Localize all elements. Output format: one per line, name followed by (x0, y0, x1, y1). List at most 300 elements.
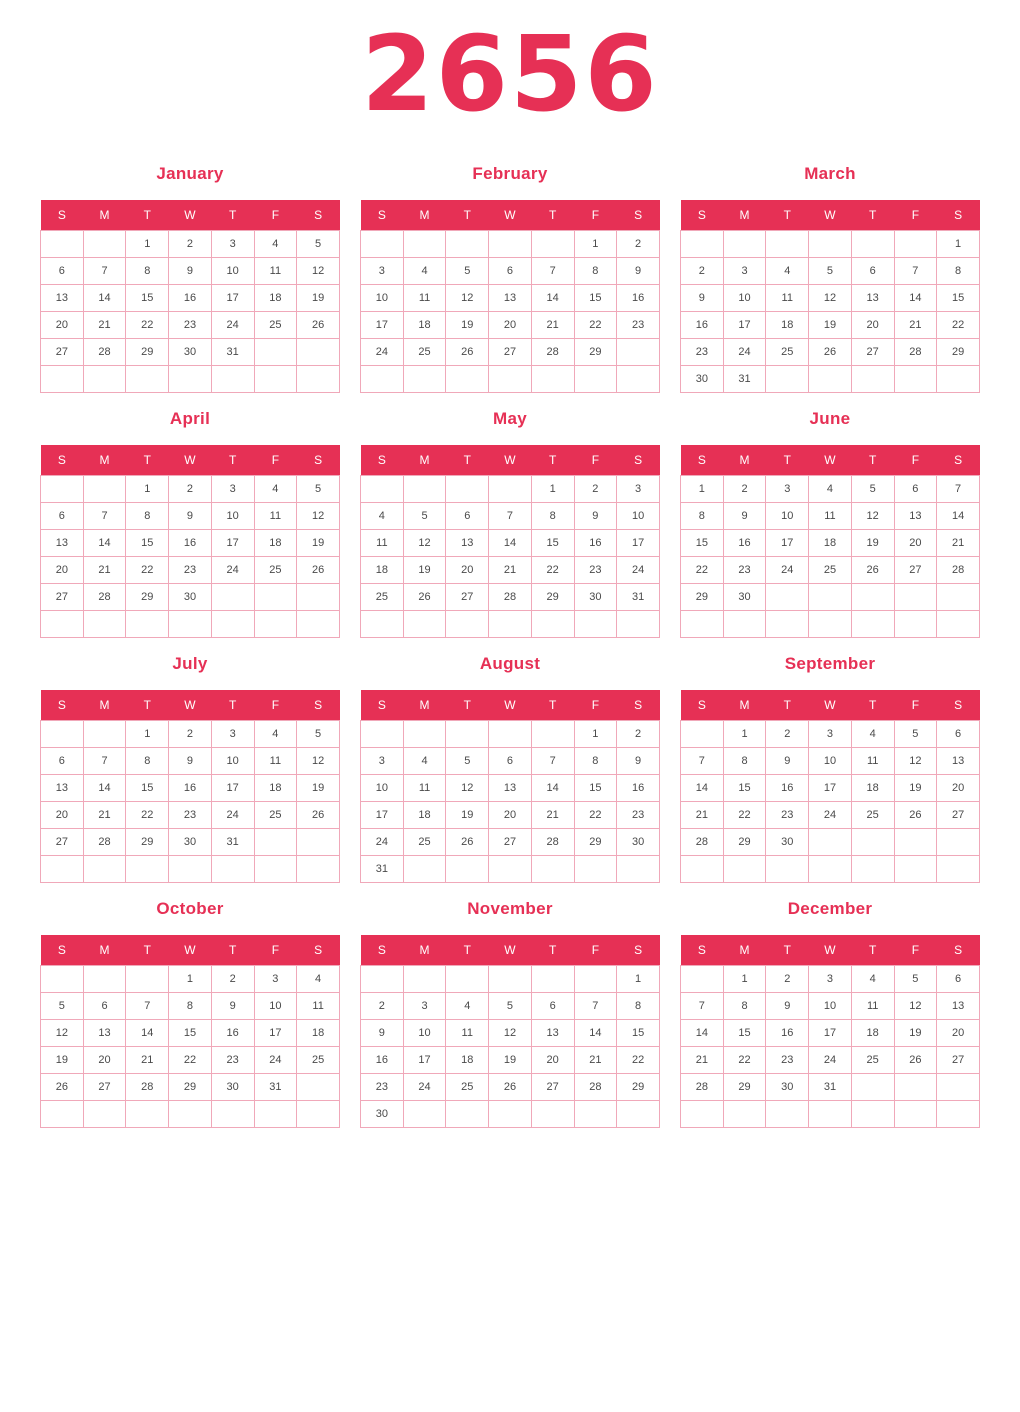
day-cell[interactable]: 19 (297, 775, 340, 802)
day-cell[interactable]: 2 (766, 721, 809, 748)
day-cell[interactable]: 20 (446, 557, 489, 584)
day-cell[interactable]: 15 (126, 775, 169, 802)
day-cell[interactable]: 19 (297, 285, 340, 312)
day-cell[interactable]: 30 (766, 829, 809, 856)
day-cell[interactable]: 23 (766, 802, 809, 829)
day-cell[interactable]: 2 (169, 721, 212, 748)
day-cell[interactable]: 30 (211, 1074, 254, 1101)
day-cell[interactable]: 9 (211, 993, 254, 1020)
day-cell[interactable]: 5 (851, 476, 894, 503)
day-cell[interactable]: 20 (41, 557, 84, 584)
day-cell[interactable]: 14 (126, 1020, 169, 1047)
day-cell[interactable]: 14 (681, 775, 724, 802)
day-cell[interactable]: 21 (489, 557, 532, 584)
day-cell[interactable]: 12 (894, 993, 937, 1020)
day-cell[interactable]: 10 (211, 503, 254, 530)
day-cell[interactable]: 6 (531, 993, 574, 1020)
day-cell[interactable]: 5 (809, 258, 852, 285)
day-cell[interactable]: 31 (254, 1074, 297, 1101)
day-cell[interactable]: 26 (403, 584, 446, 611)
day-cell[interactable]: 20 (531, 1047, 574, 1074)
day-cell[interactable]: 24 (809, 802, 852, 829)
day-cell[interactable]: 23 (617, 312, 660, 339)
day-cell[interactable]: 13 (894, 503, 937, 530)
day-cell[interactable]: 2 (169, 231, 212, 258)
day-cell[interactable]: 27 (851, 339, 894, 366)
day-cell[interactable]: 5 (446, 258, 489, 285)
day-cell[interactable]: 23 (681, 339, 724, 366)
day-cell[interactable]: 5 (41, 993, 84, 1020)
day-cell[interactable]: 16 (766, 775, 809, 802)
day-cell[interactable]: 11 (403, 775, 446, 802)
day-cell[interactable]: 8 (126, 503, 169, 530)
day-cell[interactable]: 26 (489, 1074, 532, 1101)
day-cell[interactable]: 15 (531, 530, 574, 557)
day-cell[interactable]: 3 (723, 258, 766, 285)
day-cell[interactable]: 21 (681, 1047, 724, 1074)
day-cell[interactable]: 18 (766, 312, 809, 339)
day-cell[interactable]: 8 (681, 503, 724, 530)
day-cell[interactable]: 1 (574, 231, 617, 258)
day-cell[interactable]: 9 (169, 748, 212, 775)
day-cell[interactable]: 15 (574, 775, 617, 802)
day-cell[interactable]: 18 (403, 802, 446, 829)
day-cell[interactable]: 12 (403, 530, 446, 557)
day-cell[interactable]: 29 (723, 1074, 766, 1101)
day-cell[interactable]: 22 (531, 557, 574, 584)
day-cell[interactable]: 3 (211, 476, 254, 503)
day-cell[interactable]: 14 (83, 285, 126, 312)
day-cell[interactable]: 2 (681, 258, 724, 285)
day-cell[interactable]: 28 (681, 829, 724, 856)
day-cell[interactable]: 9 (361, 1020, 404, 1047)
day-cell[interactable]: 6 (894, 476, 937, 503)
day-cell[interactable]: 5 (297, 231, 340, 258)
day-cell[interactable]: 22 (126, 557, 169, 584)
day-cell[interactable]: 7 (83, 258, 126, 285)
day-cell[interactable]: 7 (489, 503, 532, 530)
day-cell[interactable]: 13 (41, 285, 84, 312)
day-cell[interactable]: 9 (723, 503, 766, 530)
day-cell[interactable]: 26 (446, 829, 489, 856)
day-cell[interactable]: 30 (169, 829, 212, 856)
day-cell[interactable]: 8 (723, 993, 766, 1020)
day-cell[interactable]: 17 (361, 802, 404, 829)
day-cell[interactable]: 17 (809, 1020, 852, 1047)
day-cell[interactable]: 30 (617, 829, 660, 856)
day-cell[interactable]: 28 (531, 339, 574, 366)
day-cell[interactable]: 30 (681, 366, 724, 393)
day-cell[interactable]: 27 (489, 829, 532, 856)
day-cell[interactable]: 3 (809, 966, 852, 993)
day-cell[interactable]: 24 (723, 339, 766, 366)
day-cell[interactable]: 29 (681, 584, 724, 611)
day-cell[interactable]: 20 (937, 1020, 980, 1047)
day-cell[interactable]: 6 (489, 258, 532, 285)
day-cell[interactable]: 24 (254, 1047, 297, 1074)
day-cell[interactable]: 5 (894, 966, 937, 993)
day-cell[interactable]: 29 (126, 829, 169, 856)
day-cell[interactable]: 9 (766, 748, 809, 775)
day-cell[interactable]: 21 (681, 802, 724, 829)
day-cell[interactable]: 21 (83, 557, 126, 584)
day-cell[interactable]: 29 (617, 1074, 660, 1101)
day-cell[interactable]: 28 (489, 584, 532, 611)
day-cell[interactable]: 15 (723, 775, 766, 802)
day-cell[interactable]: 12 (809, 285, 852, 312)
day-cell[interactable]: 13 (937, 748, 980, 775)
day-cell[interactable]: 7 (574, 993, 617, 1020)
day-cell[interactable]: 17 (403, 1047, 446, 1074)
day-cell[interactable]: 26 (446, 339, 489, 366)
day-cell[interactable]: 11 (851, 748, 894, 775)
day-cell[interactable]: 22 (169, 1047, 212, 1074)
day-cell[interactable]: 27 (531, 1074, 574, 1101)
day-cell[interactable]: 4 (851, 721, 894, 748)
day-cell[interactable]: 26 (894, 1047, 937, 1074)
day-cell[interactable]: 15 (723, 1020, 766, 1047)
day-cell[interactable]: 14 (83, 775, 126, 802)
day-cell[interactable]: 22 (126, 802, 169, 829)
day-cell[interactable]: 30 (766, 1074, 809, 1101)
day-cell[interactable]: 4 (297, 966, 340, 993)
day-cell[interactable]: 19 (894, 775, 937, 802)
day-cell[interactable]: 18 (254, 775, 297, 802)
day-cell[interactable]: 16 (169, 530, 212, 557)
day-cell[interactable]: 6 (41, 258, 84, 285)
day-cell[interactable]: 28 (126, 1074, 169, 1101)
day-cell[interactable]: 24 (617, 557, 660, 584)
day-cell[interactable]: 21 (894, 312, 937, 339)
day-cell[interactable]: 23 (169, 557, 212, 584)
day-cell[interactable]: 7 (894, 258, 937, 285)
day-cell[interactable]: 25 (254, 802, 297, 829)
day-cell[interactable]: 9 (681, 285, 724, 312)
day-cell[interactable]: 27 (937, 1047, 980, 1074)
day-cell[interactable]: 4 (254, 721, 297, 748)
day-cell[interactable]: 13 (489, 775, 532, 802)
day-cell[interactable]: 23 (361, 1074, 404, 1101)
day-cell[interactable]: 17 (766, 530, 809, 557)
day-cell[interactable]: 21 (531, 802, 574, 829)
day-cell[interactable]: 26 (809, 339, 852, 366)
day-cell[interactable]: 4 (254, 476, 297, 503)
day-cell[interactable]: 27 (83, 1074, 126, 1101)
day-cell[interactable]: 22 (574, 802, 617, 829)
day-cell[interactable]: 2 (617, 721, 660, 748)
day-cell[interactable]: 28 (937, 557, 980, 584)
day-cell[interactable]: 1 (531, 476, 574, 503)
day-cell[interactable]: 3 (809, 721, 852, 748)
day-cell[interactable]: 24 (766, 557, 809, 584)
day-cell[interactable]: 16 (617, 285, 660, 312)
day-cell[interactable]: 13 (531, 1020, 574, 1047)
day-cell[interactable]: 28 (83, 584, 126, 611)
day-cell[interactable]: 18 (851, 775, 894, 802)
day-cell[interactable]: 5 (489, 993, 532, 1020)
day-cell[interactable]: 1 (681, 476, 724, 503)
day-cell[interactable]: 26 (894, 802, 937, 829)
day-cell[interactable]: 16 (169, 285, 212, 312)
day-cell[interactable]: 18 (446, 1047, 489, 1074)
day-cell[interactable]: 11 (254, 258, 297, 285)
day-cell[interactable]: 20 (851, 312, 894, 339)
day-cell[interactable]: 23 (169, 312, 212, 339)
day-cell[interactable]: 20 (489, 802, 532, 829)
day-cell[interactable]: 29 (169, 1074, 212, 1101)
day-cell[interactable]: 14 (894, 285, 937, 312)
day-cell[interactable]: 10 (766, 503, 809, 530)
day-cell[interactable]: 15 (681, 530, 724, 557)
day-cell[interactable]: 4 (766, 258, 809, 285)
day-cell[interactable]: 7 (681, 748, 724, 775)
day-cell[interactable]: 12 (297, 503, 340, 530)
day-cell[interactable]: 7 (83, 748, 126, 775)
day-cell[interactable]: 14 (531, 285, 574, 312)
day-cell[interactable]: 23 (574, 557, 617, 584)
day-cell[interactable]: 6 (851, 258, 894, 285)
day-cell[interactable]: 12 (41, 1020, 84, 1047)
day-cell[interactable]: 18 (809, 530, 852, 557)
day-cell[interactable]: 21 (126, 1047, 169, 1074)
day-cell[interactable]: 10 (809, 748, 852, 775)
day-cell[interactable]: 2 (574, 476, 617, 503)
day-cell[interactable]: 29 (937, 339, 980, 366)
day-cell[interactable]: 15 (126, 285, 169, 312)
day-cell[interactable]: 1 (126, 476, 169, 503)
day-cell[interactable]: 1 (574, 721, 617, 748)
day-cell[interactable]: 3 (211, 721, 254, 748)
day-cell[interactable]: 16 (766, 1020, 809, 1047)
day-cell[interactable]: 8 (126, 748, 169, 775)
day-cell[interactable]: 15 (937, 285, 980, 312)
day-cell[interactable]: 27 (41, 829, 84, 856)
day-cell[interactable]: 10 (211, 748, 254, 775)
day-cell[interactable]: 6 (83, 993, 126, 1020)
day-cell[interactable]: 4 (851, 966, 894, 993)
day-cell[interactable]: 28 (83, 339, 126, 366)
day-cell[interactable]: 16 (574, 530, 617, 557)
day-cell[interactable]: 2 (361, 993, 404, 1020)
day-cell[interactable]: 14 (681, 1020, 724, 1047)
day-cell[interactable]: 29 (126, 584, 169, 611)
day-cell[interactable]: 17 (809, 775, 852, 802)
day-cell[interactable]: 25 (403, 829, 446, 856)
day-cell[interactable]: 31 (211, 829, 254, 856)
day-cell[interactable]: 24 (361, 829, 404, 856)
day-cell[interactable]: 10 (254, 993, 297, 1020)
day-cell[interactable]: 10 (723, 285, 766, 312)
day-cell[interactable]: 13 (83, 1020, 126, 1047)
day-cell[interactable]: 19 (41, 1047, 84, 1074)
day-cell[interactable]: 30 (169, 584, 212, 611)
day-cell[interactable]: 3 (403, 993, 446, 1020)
day-cell[interactable]: 11 (403, 285, 446, 312)
day-cell[interactable]: 4 (446, 993, 489, 1020)
day-cell[interactable]: 5 (297, 721, 340, 748)
day-cell[interactable]: 28 (83, 829, 126, 856)
day-cell[interactable]: 15 (169, 1020, 212, 1047)
day-cell[interactable]: 12 (297, 258, 340, 285)
day-cell[interactable]: 31 (809, 1074, 852, 1101)
day-cell[interactable]: 12 (894, 748, 937, 775)
day-cell[interactable]: 1 (723, 721, 766, 748)
day-cell[interactable]: 19 (297, 530, 340, 557)
day-cell[interactable]: 8 (617, 993, 660, 1020)
day-cell[interactable]: 11 (809, 503, 852, 530)
day-cell[interactable]: 2 (723, 476, 766, 503)
day-cell[interactable]: 20 (937, 775, 980, 802)
day-cell[interactable]: 3 (254, 966, 297, 993)
day-cell[interactable]: 3 (211, 231, 254, 258)
day-cell[interactable]: 27 (489, 339, 532, 366)
day-cell[interactable]: 1 (126, 231, 169, 258)
day-cell[interactable]: 11 (766, 285, 809, 312)
day-cell[interactable]: 27 (41, 584, 84, 611)
day-cell[interactable]: 19 (809, 312, 852, 339)
day-cell[interactable]: 4 (254, 231, 297, 258)
day-cell[interactable]: 14 (489, 530, 532, 557)
day-cell[interactable]: 24 (211, 557, 254, 584)
day-cell[interactable]: 23 (766, 1047, 809, 1074)
day-cell[interactable]: 12 (489, 1020, 532, 1047)
day-cell[interactable]: 11 (254, 503, 297, 530)
day-cell[interactable]: 28 (681, 1074, 724, 1101)
day-cell[interactable]: 15 (126, 530, 169, 557)
day-cell[interactable]: 18 (361, 557, 404, 584)
day-cell[interactable]: 19 (446, 802, 489, 829)
day-cell[interactable]: 19 (489, 1047, 532, 1074)
day-cell[interactable]: 16 (361, 1047, 404, 1074)
day-cell[interactable]: 8 (531, 503, 574, 530)
day-cell[interactable]: 18 (297, 1020, 340, 1047)
day-cell[interactable]: 2 (211, 966, 254, 993)
day-cell[interactable]: 30 (723, 584, 766, 611)
day-cell[interactable]: 11 (361, 530, 404, 557)
day-cell[interactable]: 25 (297, 1047, 340, 1074)
day-cell[interactable]: 10 (361, 775, 404, 802)
day-cell[interactable]: 6 (446, 503, 489, 530)
day-cell[interactable]: 10 (617, 503, 660, 530)
day-cell[interactable]: 22 (723, 1047, 766, 1074)
day-cell[interactable]: 21 (531, 312, 574, 339)
day-cell[interactable]: 28 (574, 1074, 617, 1101)
day-cell[interactable]: 22 (126, 312, 169, 339)
day-cell[interactable]: 27 (41, 339, 84, 366)
day-cell[interactable]: 20 (894, 530, 937, 557)
day-cell[interactable]: 25 (446, 1074, 489, 1101)
day-cell[interactable]: 26 (297, 557, 340, 584)
day-cell[interactable]: 22 (617, 1047, 660, 1074)
day-cell[interactable]: 9 (617, 258, 660, 285)
day-cell[interactable]: 25 (403, 339, 446, 366)
day-cell[interactable]: 31 (211, 339, 254, 366)
day-cell[interactable]: 14 (83, 530, 126, 557)
day-cell[interactable]: 18 (403, 312, 446, 339)
day-cell[interactable]: 25 (254, 557, 297, 584)
day-cell[interactable]: 5 (446, 748, 489, 775)
day-cell[interactable]: 26 (297, 312, 340, 339)
day-cell[interactable]: 4 (403, 258, 446, 285)
day-cell[interactable]: 6 (41, 503, 84, 530)
day-cell[interactable]: 29 (574, 829, 617, 856)
day-cell[interactable]: 7 (531, 748, 574, 775)
day-cell[interactable]: 24 (403, 1074, 446, 1101)
day-cell[interactable]: 17 (211, 775, 254, 802)
day-cell[interactable]: 3 (361, 748, 404, 775)
day-cell[interactable]: 29 (574, 339, 617, 366)
day-cell[interactable]: 11 (254, 748, 297, 775)
day-cell[interactable]: 27 (446, 584, 489, 611)
day-cell[interactable]: 4 (403, 748, 446, 775)
day-cell[interactable]: 24 (361, 339, 404, 366)
day-cell[interactable]: 9 (574, 503, 617, 530)
day-cell[interactable]: 28 (894, 339, 937, 366)
day-cell[interactable]: 20 (41, 312, 84, 339)
day-cell[interactable]: 10 (361, 285, 404, 312)
day-cell[interactable]: 19 (851, 530, 894, 557)
day-cell[interactable]: 19 (894, 1020, 937, 1047)
day-cell[interactable]: 20 (41, 802, 84, 829)
day-cell[interactable]: 5 (403, 503, 446, 530)
day-cell[interactable]: 15 (574, 285, 617, 312)
day-cell[interactable]: 11 (297, 993, 340, 1020)
day-cell[interactable]: 17 (211, 530, 254, 557)
day-cell[interactable]: 1 (617, 966, 660, 993)
day-cell[interactable]: 21 (83, 802, 126, 829)
day-cell[interactable]: 9 (617, 748, 660, 775)
day-cell[interactable]: 9 (169, 258, 212, 285)
day-cell[interactable]: 8 (574, 258, 617, 285)
day-cell[interactable]: 20 (489, 312, 532, 339)
day-cell[interactable]: 16 (617, 775, 660, 802)
day-cell[interactable]: 19 (403, 557, 446, 584)
day-cell[interactable]: 19 (446, 312, 489, 339)
day-cell[interactable]: 28 (531, 829, 574, 856)
day-cell[interactable]: 25 (851, 1047, 894, 1074)
day-cell[interactable]: 8 (723, 748, 766, 775)
day-cell[interactable]: 15 (617, 1020, 660, 1047)
day-cell[interactable]: 7 (531, 258, 574, 285)
day-cell[interactable]: 18 (254, 285, 297, 312)
day-cell[interactable]: 31 (617, 584, 660, 611)
day-cell[interactable]: 31 (723, 366, 766, 393)
day-cell[interactable]: 11 (851, 993, 894, 1020)
day-cell[interactable]: 1 (126, 721, 169, 748)
day-cell[interactable]: 14 (531, 775, 574, 802)
day-cell[interactable]: 14 (937, 503, 980, 530)
day-cell[interactable]: 7 (83, 503, 126, 530)
day-cell[interactable]: 16 (211, 1020, 254, 1047)
day-cell[interactable]: 22 (937, 312, 980, 339)
day-cell[interactable]: 14 (574, 1020, 617, 1047)
day-cell[interactable]: 1 (937, 231, 980, 258)
day-cell[interactable]: 25 (254, 312, 297, 339)
day-cell[interactable]: 25 (809, 557, 852, 584)
day-cell[interactable]: 22 (723, 802, 766, 829)
day-cell[interactable]: 6 (489, 748, 532, 775)
day-cell[interactable]: 5 (297, 476, 340, 503)
day-cell[interactable]: 18 (851, 1020, 894, 1047)
day-cell[interactable]: 27 (937, 802, 980, 829)
day-cell[interactable]: 30 (169, 339, 212, 366)
day-cell[interactable]: 12 (446, 285, 489, 312)
day-cell[interactable]: 17 (254, 1020, 297, 1047)
day-cell[interactable]: 13 (41, 775, 84, 802)
day-cell[interactable]: 21 (574, 1047, 617, 1074)
day-cell[interactable]: 17 (211, 285, 254, 312)
day-cell[interactable]: 26 (41, 1074, 84, 1101)
